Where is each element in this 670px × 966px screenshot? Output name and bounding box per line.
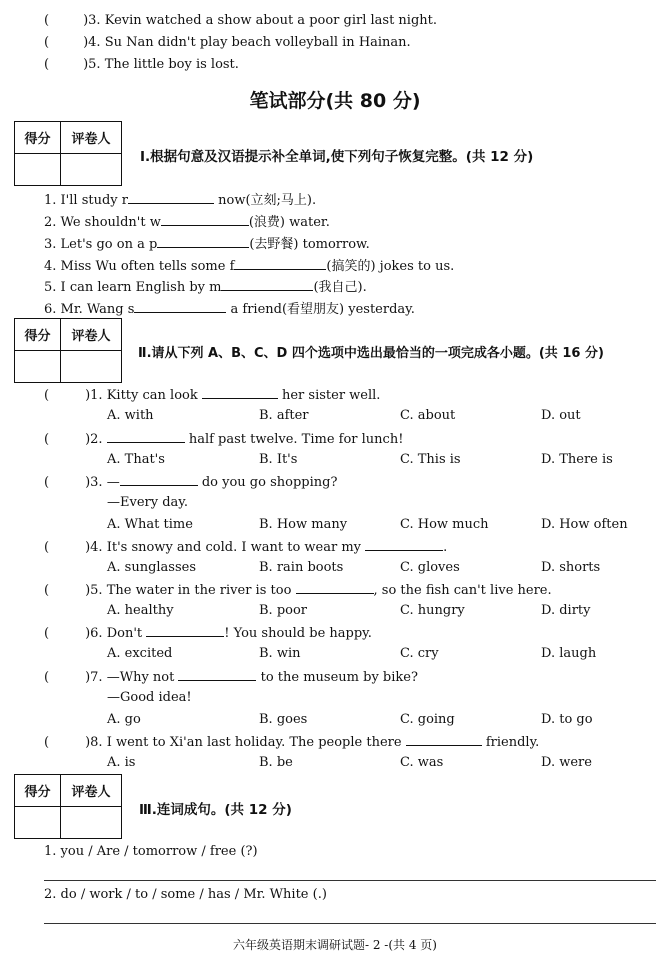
mcq-question: ( )8. I went to Xi'an last holiday. The people there friendly. [44,735,540,750]
paren-open: ( [44,583,50,598]
grader-label: 评卷人 [61,775,122,807]
option-a[interactable]: A. excited [107,646,173,661]
score-box-3 [14,774,122,839]
top-item-5: ( )5. The little boy is lost. [44,57,239,72]
answer-blank[interactable] [157,235,249,248]
mcq-question: ( )1. Kitty can look her sister well. [44,388,381,403]
mcq-question: ( )3. — do you go shopping? [44,475,338,490]
answer-blank[interactable] [202,386,278,399]
paren-open: ( [44,432,50,447]
section-2-heading: Ⅱ.请从下列 A、B、C、D 四个选项中选出最恰当的一项完成各小题。(共 16 分) [138,346,604,361]
mcq-question: ( )4. It's snowy and cold. I want to wear my . [44,540,448,555]
option-c[interactable]: C. was [400,755,444,770]
option-a[interactable]: A. is [107,755,136,770]
score-cell[interactable] [15,807,61,839]
option-a[interactable]: A. healthy [107,603,174,618]
mcq-question: ( )2. half past twelve. Time for lunch! [44,432,404,447]
top-item-4: ( )4. Su Nan didn't play beach volleyball in Hainan. [44,35,411,50]
option-c[interactable]: C. cry [400,646,439,661]
option-b[interactable]: B. be [259,755,293,770]
grader-label: 评卷人 [61,122,122,154]
option-b[interactable]: B. goes [259,712,308,727]
grader-label: 评卷人 [61,319,122,351]
mcq-question: ( )5. The water in the river is too , so the fish can't live here. [44,583,552,598]
option-b[interactable]: B. after [259,408,309,423]
answer-blank[interactable] [296,581,374,594]
option-b[interactable]: B. How many [259,517,348,532]
answer-blank[interactable] [134,300,226,313]
option-d[interactable]: D. How often [541,517,628,532]
option-a[interactable]: A. sunglasses [107,560,197,575]
answer-blank[interactable] [365,538,443,551]
reorder-item-1: 1. you / Are / tomorrow / free (?) [44,844,258,859]
paren-open: ( [44,670,50,685]
answer-blank[interactable] [128,191,214,204]
answer-blank[interactable] [178,668,256,681]
option-c[interactable]: C. gloves [400,560,460,575]
option-b[interactable]: B. win [259,646,301,661]
answer-blank[interactable] [107,430,185,443]
score-label: 得分 [15,775,61,807]
answer-blank[interactable] [120,473,198,486]
paren-open: ( [44,475,50,490]
answer-blank[interactable] [221,278,313,291]
option-a[interactable]: A. with [107,408,154,423]
option-c[interactable]: C. going [400,712,455,727]
answer-blank[interactable] [146,624,224,637]
option-b[interactable]: B. poor [259,603,308,618]
grader-cell[interactable] [61,807,122,839]
option-d[interactable]: D. were [541,755,592,770]
mcq-question: ( )7. —Why not to the museum by bike? [44,670,418,685]
paren-open: ( [44,540,50,555]
fill-item-5: 5. I can learn English by m (我自己). [44,280,367,295]
option-a[interactable]: A. go [107,712,141,727]
option-c[interactable]: C. about [400,408,456,423]
reorder-item-2: 2. do / work / to / some / has / Mr. White (.) [44,887,327,902]
option-d[interactable]: D. out [541,408,581,423]
paren-open: ( [44,626,50,641]
option-b[interactable]: B. rain boots [259,560,344,575]
fill-item-1: 1. I'll study r now(立刻;马上). [44,193,317,208]
score-box-2 [14,318,122,383]
dialogue-response: —Every day. [107,495,189,510]
option-c[interactable]: C. How much [400,517,489,532]
score-box-1 [14,121,122,186]
top-item-3: ( )3. Kevin watched a show about a poor girl last night. [44,13,438,28]
score-label: 得分 [15,319,61,351]
fill-item-3: 3. Let's go on a p (去野餐) tomorrow. [44,237,370,252]
option-d[interactable]: D. dirty [541,603,591,618]
answer-blank[interactable] [406,733,482,746]
dialogue-response: —Good idea! [107,690,192,705]
fill-item-4: 4. Miss Wu often tells some f (搞笑的) jokes to us. [44,259,455,274]
section-3-heading: Ⅲ.连词成句。(共 12 分) [139,802,292,818]
paren-open: ( [44,388,50,403]
option-b[interactable]: B. It's [259,452,298,467]
option-d[interactable]: D. shorts [541,560,601,575]
option-d[interactable]: D. to go [541,712,593,727]
section-1-heading: Ⅰ.根据句意及汉语提示补全单词,使下列句子恢复完整。(共 12 分) [140,149,534,165]
option-d[interactable]: D. laugh [541,646,597,661]
mcq-question: ( )6. Don't ! You should be happy. [44,626,372,641]
answer-blank[interactable] [161,213,249,226]
paren-open: ( [44,735,50,750]
page-title: 笔试部分(共 80 分) [249,90,421,112]
grader-cell[interactable] [61,154,122,186]
answer-blank[interactable] [234,257,326,270]
answer-line[interactable] [44,923,656,924]
option-c[interactable]: C. hungry [400,603,465,618]
score-label: 得分 [15,122,61,154]
page-footer: 六年级英语期末调研试题- 2 -(共 4 页) [232,938,437,952]
fill-item-6: 6. Mr. Wang s a friend(看望朋友) yesterday. [44,302,415,317]
option-c[interactable]: C. This is [400,452,461,467]
answer-line[interactable] [44,880,656,881]
option-d[interactable]: D. There is [541,452,613,467]
option-a[interactable]: A. What time [107,517,193,532]
option-a[interactable]: A. That's [107,452,165,467]
fill-item-2: 2. We shouldn't w (浪费) water. [44,215,330,230]
score-cell[interactable] [15,351,61,383]
grader-cell[interactable] [61,351,122,383]
score-cell[interactable] [15,154,61,186]
